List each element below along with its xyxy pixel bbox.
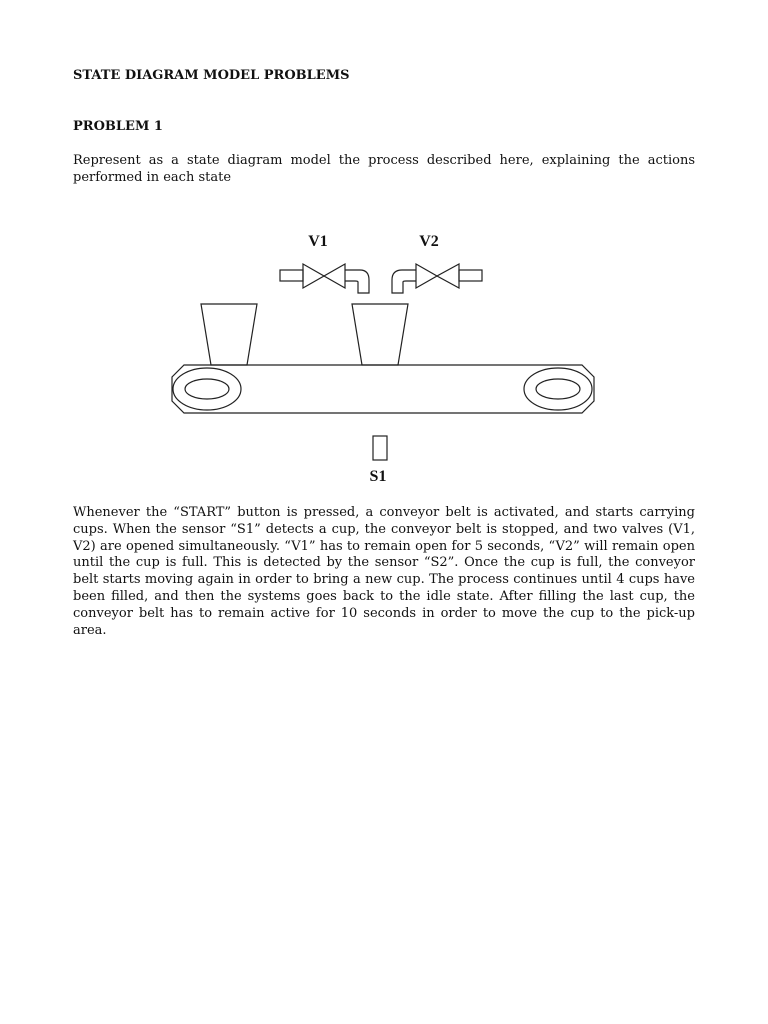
valve-v1-label: V1: [308, 233, 328, 250]
conveyor-roller-left: [173, 368, 241, 410]
sensor-s1-label: S1: [369, 468, 387, 485]
conveyor-belt: [172, 365, 594, 413]
conveyor-figure: [0, 220, 768, 490]
valve-v2: [392, 264, 482, 293]
valve-v1-inlet-pipe: [280, 270, 303, 281]
problem-heading: PROBLEM 1: [73, 119, 163, 134]
cup-middle: [352, 304, 408, 365]
valve-v2-label: V2: [419, 233, 439, 250]
valve-v1: [280, 264, 369, 293]
document-title: STATE DIAGRAM MODEL PROBLEMS: [73, 68, 350, 83]
process-description: Whenever the “START” button is pressed, a conveyor belt is activated, and starts carrying cups. When the sensor “S1” detects a cup, the conveyor belt is stopped, and two valves (V1, V2) are opened simultaneously. “V1” has to remain open for 5 seconds, “V2” will remain open until the cup is full. This is detected by the sensor “S2”. Once the cup is full, the conveyor belt starts moving again in order to bring a new cup. The process continues until 4 cups have been filled, and then the systems goes back to the idle state. After filling the last cup, the conveyor belt has to remain active for 10 seconds in order to move the cup to the pick-up area.: [73, 505, 695, 638]
valve-v1-body-right: [324, 264, 345, 288]
valve-v1-elbow-outlet: [345, 270, 369, 293]
valve-v2-elbow-outlet: [392, 270, 416, 293]
conveyor-roller-right-inner: [536, 379, 580, 399]
sensor-s1-symbol: [373, 436, 387, 460]
valve-v1-body-left: [303, 264, 324, 288]
problem-instruction: Represent as a state diagram model the process described here, explaining the actions performed in each state: [73, 153, 695, 185]
valve-v2-inlet-pipe: [459, 270, 482, 281]
valve-v2-body-right: [437, 264, 459, 288]
cup-left: [201, 304, 257, 365]
conveyor-diagram: [0, 220, 768, 490]
valve-v2-body-left: [416, 264, 437, 288]
conveyor-roller-left-inner: [185, 379, 229, 399]
conveyor-roller-right: [524, 368, 592, 410]
